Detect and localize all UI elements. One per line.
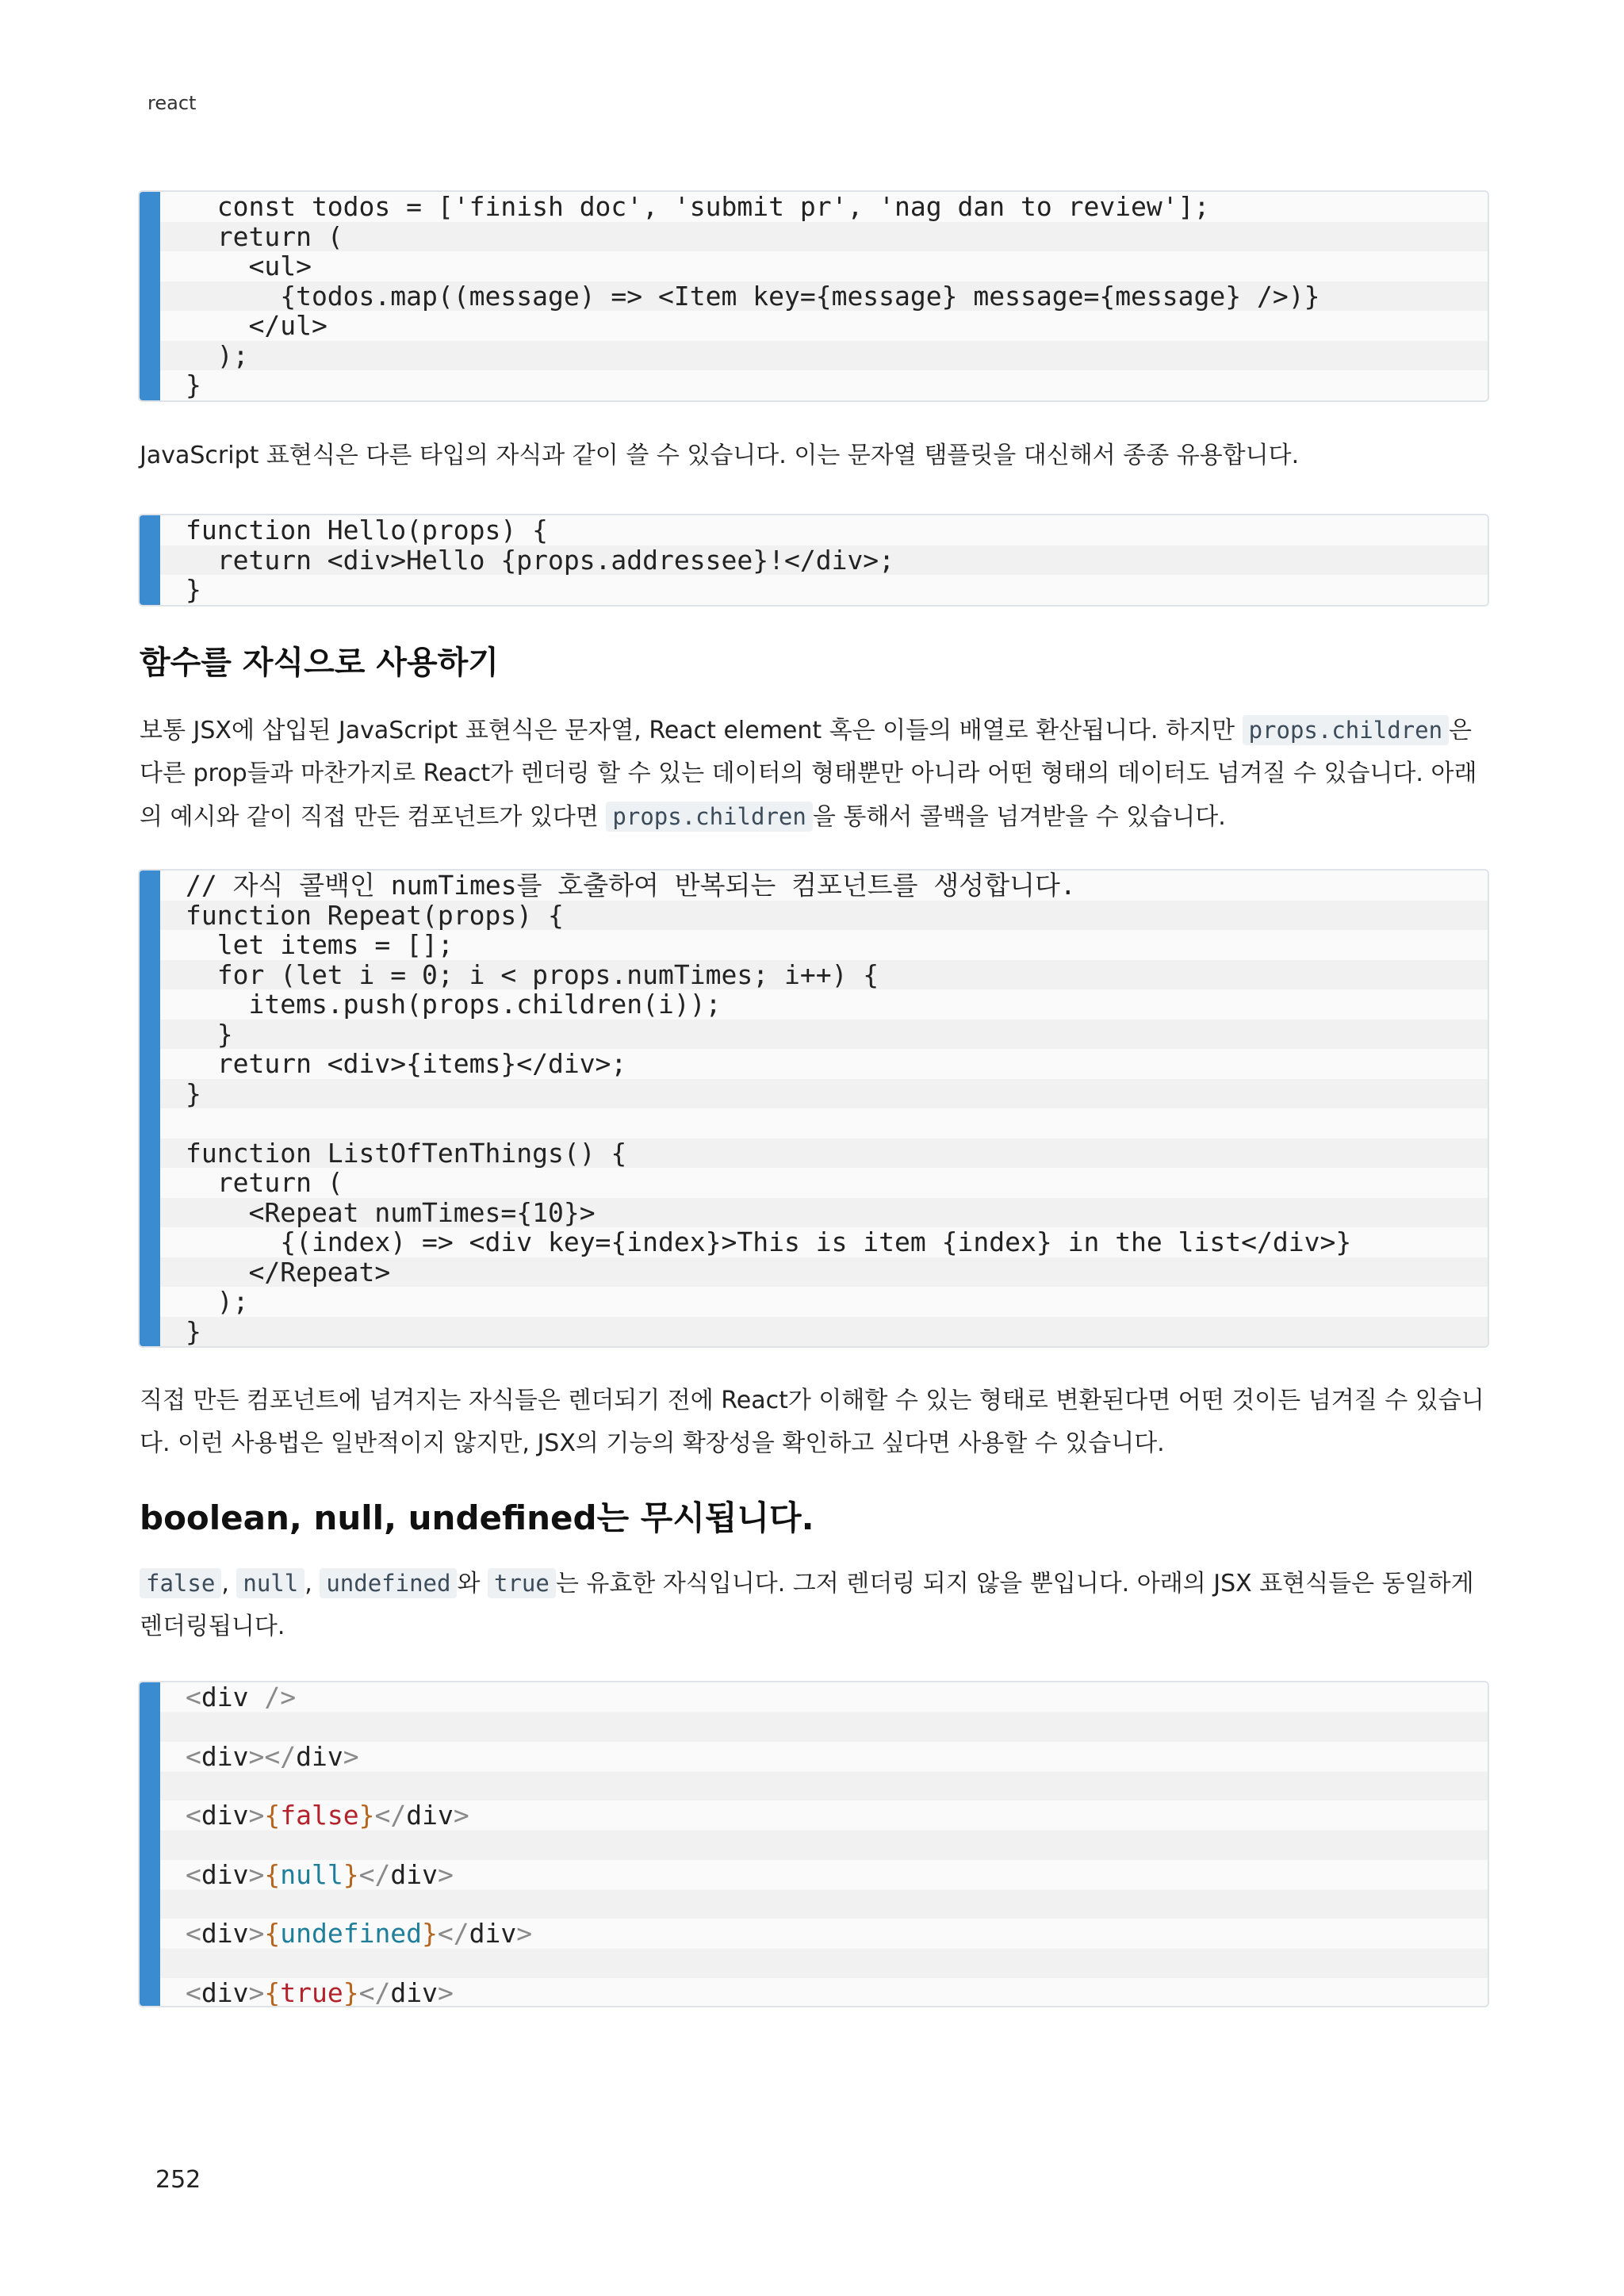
jsx-bracket: > (248, 1858, 265, 1890)
code-line (140, 1108, 1488, 1138)
jsx-tag-name: div (296, 1740, 343, 1772)
jsx-line-null (140, 1860, 1488, 1919)
jsx-bracket: > (437, 1858, 454, 1890)
code-line: for (let i = 0; i < props.numTimes; i++) { (140, 960, 1488, 990)
code-line: <ul> (140, 251, 1488, 281)
code-line: } (140, 1079, 1488, 1109)
jsx-bracket: > (437, 1976, 454, 2007)
jsx-bracket: < (186, 1682, 201, 1712)
code-block-repeat (138, 869, 1489, 1348)
code-block-jsx-equivalents (138, 1681, 1489, 2007)
jsx-tag-name: div (201, 1858, 249, 1890)
code-line: <Repeat numTimes={10}> (140, 1198, 1488, 1228)
jsx-tag-name: div (390, 1976, 438, 2007)
jsx-bracket: < (186, 1918, 201, 1949)
para2-text-3: 을 통해서 콜백을 넘겨받을 수 있습니다. (812, 803, 1226, 831)
jsx-value-false: false (280, 1800, 359, 1831)
inline-code-props-children: props.children (1243, 715, 1449, 745)
jsx-tag-name: div (201, 1976, 249, 2007)
jsx-bracket: </ (374, 1800, 407, 1831)
code-line: ); (140, 341, 1488, 371)
code-line: </Repeat> (140, 1257, 1488, 1288)
inline-code-false: false (140, 1568, 221, 1598)
inline-code-undefined: undefined (320, 1568, 457, 1598)
jsx-value-null: null (280, 1858, 343, 1890)
jsx-bracket: < (186, 1858, 201, 1890)
code-line: return <div>{items}</div>; (140, 1049, 1488, 1079)
code-block-todos (138, 190, 1489, 402)
para4-sep-2: , (304, 1570, 320, 1598)
running-header: react (147, 92, 197, 114)
code-line: return <div>Hello {props.addressee}!</div>; (140, 545, 1488, 576)
jsx-bracket: </ (437, 1918, 469, 1949)
jsx-bracket: </ (264, 1740, 297, 1772)
code-line: // 자식 콜백인 numTimes를 호출하여 반복되는 컴포넌트를 생성합니다. (140, 871, 1488, 901)
code-line: const todos = ['finish doc', 'submit pr', 'nag dan to review']; (140, 192, 1488, 222)
code-line: function Hello(props) { (140, 515, 1488, 545)
jsx-line-true (140, 1978, 1488, 2008)
para4-rest: 는 유효한 자식입니다. 그저 렌더링 되지 않을 뿐입니다. 아래의 JSX 표현식들은 동일하게 렌더링됩니다. (140, 1570, 1474, 1640)
code-line: let items = []; (140, 930, 1488, 960)
jsx-tag-name: div (201, 1740, 249, 1772)
jsx-brace: } (343, 1858, 359, 1890)
paragraph-custom-children: 직접 만든 컴포넌트에 넘겨지는 자식들은 렌더되기 전에 React가 이해할 수 있는 형태로 변환된다면 어떤 것이든 넘겨질 수 있습니다. 이런 사용법은 일반적이지 않지만, JSX의 기능의 확장성을 확인하고 싶다면 사용할 수 있습니다. (140, 1387, 1484, 1457)
code-line: } (140, 1317, 1488, 1347)
para4-sep-1: , (221, 1570, 237, 1598)
page-number: 252 (155, 2166, 201, 2194)
jsx-tag-name: div (201, 1918, 249, 1949)
jsx-value-true: true (280, 1976, 343, 2007)
code-line: } (140, 370, 1488, 400)
inline-code-null: null (236, 1568, 304, 1598)
inline-code-props-children-2: props.children (606, 802, 812, 832)
jsx-brace: { (264, 1858, 281, 1890)
jsx-tag-name: div (390, 1858, 438, 1890)
code-block-hello (138, 514, 1489, 607)
paragraph-ignored-values (140, 1562, 1488, 1648)
code-line: } (140, 1020, 1488, 1050)
jsx-bracket: > (248, 1800, 265, 1831)
jsx-value-undefined: undefined (280, 1918, 423, 1949)
jsx-bracket: > (248, 1918, 265, 1949)
jsx-brace: } (343, 1976, 359, 2007)
jsx-bracket: > (248, 1976, 265, 2007)
jsx-line-empty-div (140, 1742, 1488, 1801)
code-line: return ( (140, 222, 1488, 252)
jsx-brace: { (264, 1918, 281, 1949)
jsx-bracket: /> (248, 1682, 297, 1712)
jsx-brace: { (264, 1976, 281, 2007)
paragraph-expressions: JavaScript 표현식은 다른 타입의 자식과 같이 쓸 수 있습니다. 이는 문자열 탬플릿을 대신해서 종종 유용합니다. (140, 442, 1300, 469)
paragraph-props-children (140, 709, 1488, 839)
section-heading-boolean-null-undefined: boolean, null, undefined는 무시됩니다. (140, 1498, 814, 1537)
jsx-tag-name: div (201, 1800, 249, 1831)
jsx-bracket: </ (358, 1858, 391, 1890)
jsx-bracket: > (453, 1800, 469, 1831)
code-line: </ul> (140, 311, 1488, 341)
jsx-bracket: > (343, 1740, 359, 1772)
jsx-line-undefined (140, 1919, 1488, 1978)
inline-code-true: true (488, 1568, 556, 1598)
code-line: {(index) => <div key={index}>This is item {index} in the list</div>} (140, 1227, 1488, 1257)
jsx-line-false (140, 1800, 1488, 1860)
code-line: function ListOfTenThings() { (140, 1138, 1488, 1169)
code-line: {todos.map((message) => <Item key={message} message={message} />)} (140, 281, 1488, 312)
jsx-tag-name: div (406, 1800, 454, 1831)
code-line: function Repeat(props) { (140, 901, 1488, 931)
jsx-brace: } (422, 1918, 438, 1949)
jsx-bracket: < (186, 1740, 201, 1772)
jsx-brace: { (264, 1800, 281, 1831)
jsx-tag-name: div (469, 1918, 517, 1949)
jsx-bracket: > (248, 1740, 265, 1772)
para4-conj: 와 (457, 1570, 488, 1598)
jsx-bracket: < (186, 1976, 201, 2007)
code-line: items.push(props.children(i)); (140, 989, 1488, 1020)
jsx-bracket: > (516, 1918, 533, 1949)
para2-text-2: 은 다른 prop들과 마찬가지로 React가 렌더링 할 수 있는 데이터의 형태뿐만 아니라 어떤 형태의 데이터도 넘겨질 수 있습니다. 아래의 예시와 같이 직접 만든 컴포넌트가 있다면 (140, 717, 1477, 831)
section-heading-functions-as-children: 함수를 자식으로 사용하기 (140, 645, 499, 681)
jsx-line-self-closing (140, 1682, 1488, 1742)
jsx-bracket: < (186, 1800, 201, 1831)
para2-text-1: 보통 JSX에 삽입된 JavaScript 표현식은 문자열, React element 혹은 이들의 배열로 환산됩니다. 하지만 (140, 717, 1243, 744)
jsx-bracket: </ (358, 1976, 391, 2007)
code-line: } (140, 575, 1488, 605)
code-line: return ( (140, 1168, 1488, 1198)
jsx-tag-name: div (201, 1682, 249, 1712)
jsx-brace: } (358, 1800, 375, 1831)
code-line: ); (140, 1287, 1488, 1317)
